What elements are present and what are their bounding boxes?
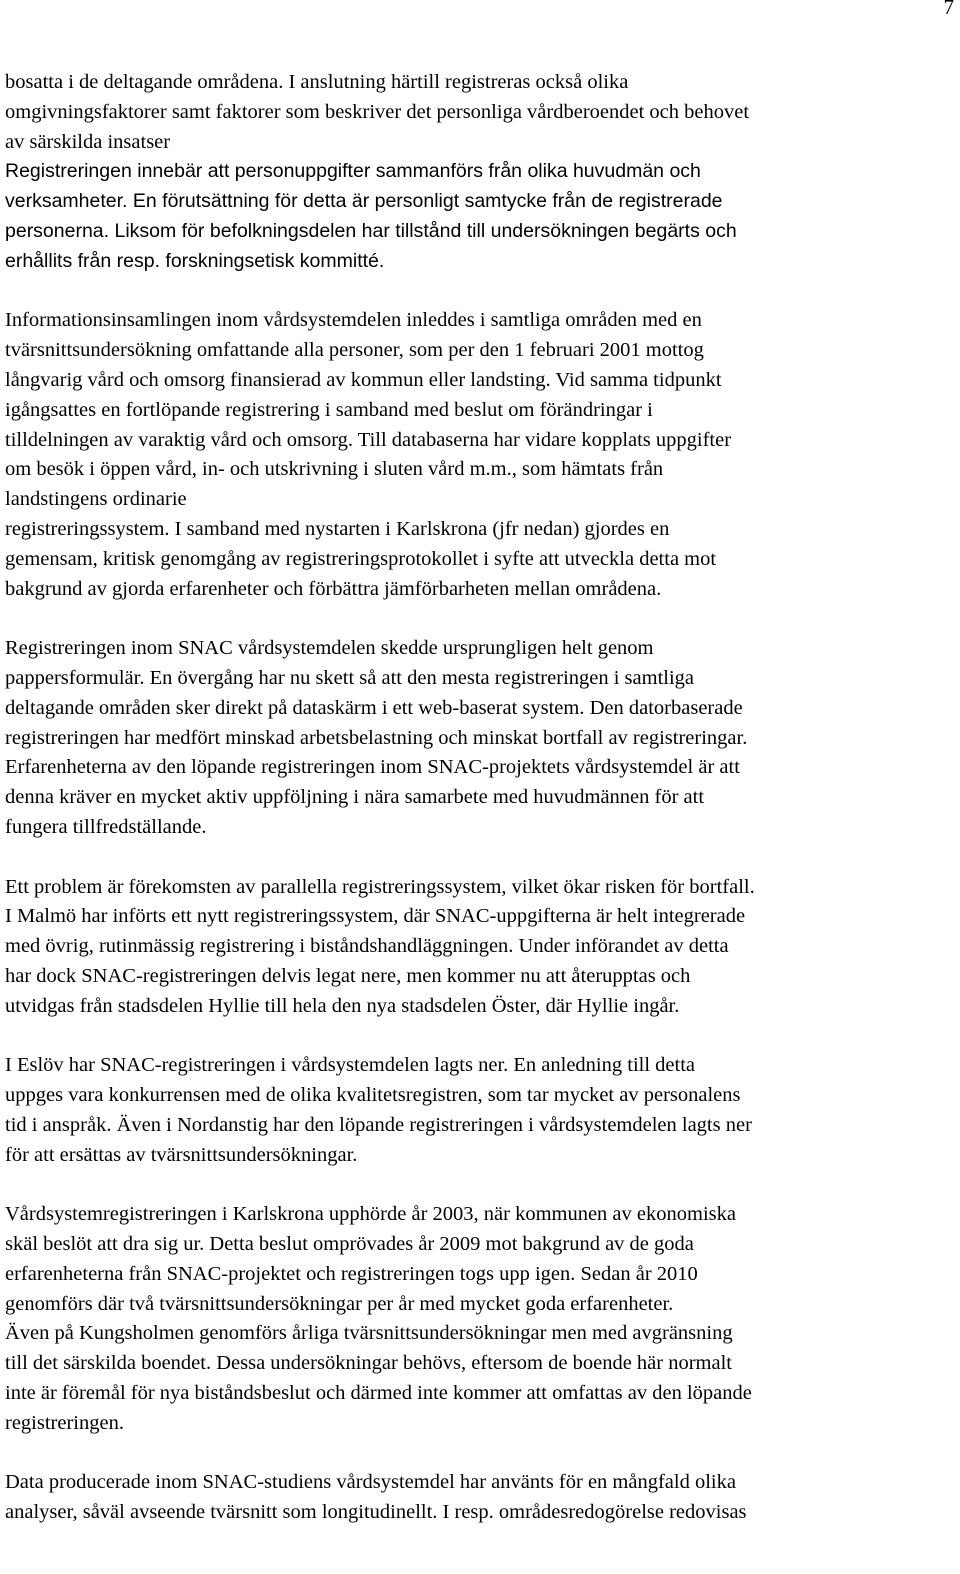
text-line: tvärsnittsundersökning omfattande alla personer, som per den 1 februari 2001 mottog	[5, 339, 704, 362]
text-line: Erfarenheterna av den löpande registreringen inom SNAC-projektets vårdsystemdel är att	[5, 756, 740, 779]
text-line: gemensam, kritisk genomgång av registreringsprotokollet i syfte att utveckla detta mot	[5, 547, 717, 570]
text-line: fungera tillfredställande.	[5, 815, 207, 838]
text-line: landstingens ordinarie	[5, 488, 187, 511]
text-line: registreringen.	[5, 1411, 124, 1434]
text-line: pappersformulär. En övergång har nu skett så att den mesta registreringen i samtliga	[5, 666, 695, 689]
text-line: för att ersättas av tvärsnittsundersökningar.	[5, 1143, 358, 1166]
text-line: uppges vara konkurrensen med de olika kvalitetsregistren, som tar mycket av personalens	[5, 1084, 741, 1107]
text-line: I Malmö har införts ett nytt registreringssystem, där SNAC-uppgifterna är helt integrerade	[5, 905, 746, 928]
paragraph	[5, 1051, 957, 1170]
paragraph-spacer	[5, 604, 957, 634]
text-line: denna kräver en mycket aktiv uppföljning i nära samarbete med huvudmännen för att	[5, 786, 705, 809]
text-line: med övrig, rutinmässig registrering i biståndshandläggningen. Under införandet av detta	[5, 935, 729, 958]
text-line: tid i anspråk. Även i Nordanstig har den löpande registreringen i vårdsystemdelen lagts ner	[5, 1113, 752, 1136]
text-line: Ett problem är förekomsten av parallella registreringssystem, vilket ökar risken för bortfall.	[5, 875, 755, 898]
text-line: deltagande områden sker direkt på dataskärm i ett web-baserat system. Den datorbaserade	[5, 696, 743, 719]
text-line: registreringssystem. I samband med nystarten i Karlskrona (jfr nedan) gjordes en	[5, 517, 670, 540]
paragraph	[5, 873, 957, 1022]
text-line: analyser, såväl avseende tvärsnitt som longitudinellt. I resp. områdesredogörelse redovisas	[5, 1501, 747, 1524]
paragraph	[5, 634, 957, 843]
page-number: 7	[943, 0, 954, 19]
text-line: har dock SNAC-registreringen delvis legat nere, men kommer nu att återupptas och	[5, 964, 691, 987]
text-line: tilldelningen av varaktig vård och omsorg. Till databaserna har vidare kopplats uppgifter	[5, 428, 732, 451]
text-line: skäl beslöt att dra sig ur. Detta beslut omprövades år 2009 mot bakgrund av de goda	[5, 1233, 694, 1256]
text-line: Registreringen innebär att personuppgifter sammanförs från olika huvudmän och	[5, 160, 701, 183]
text-line: verksamheter. En förutsättning för detta är personligt samtycke från de registrerade	[5, 190, 723, 213]
text-line: bakgrund av gjorda erfarenheter och förbättra jämförbarheten mellan områdena.	[5, 577, 662, 600]
text-line: erfarenheterna från SNAC-projektet och registreringen togs upp igen. Sedan år 2010	[5, 1262, 698, 1285]
text-line: igångsattes en fortlöpande registrering i samband med beslut om förändringar i	[5, 398, 653, 421]
text-line: genomförs där två tvärsnittsundersökningar per år med mycket goda erfarenheter.	[5, 1292, 674, 1315]
paragraph-spacer	[5, 1170, 957, 1200]
text-line: registreringen har medfört minskad arbetsbelastning och minskat bortfall av registreringar.	[5, 726, 748, 749]
paragraph-spacer	[5, 277, 957, 307]
paragraph-spacer	[5, 1022, 957, 1052]
text-line: Data producerade inom SNAC-studiens vårdsystemdel har använts för en mångfald olika	[5, 1471, 736, 1494]
paragraph-spacer	[5, 1439, 957, 1469]
text-line: Vårdsystemregistreringen i Karlskrona upphörde år 2003, när kommunen av ekonomiska	[5, 1203, 736, 1226]
text-line: I Eslöv har SNAC-registreringen i vårdsystemdelen lagts ner. En anledning till detta	[5, 1054, 696, 1077]
text-line: personerna. Liksom för befolkningsdelen har tillstånd till undersökningen begärts och	[5, 219, 737, 242]
paragraph	[5, 1468, 957, 1528]
document-body	[5, 68, 957, 1528]
text-line: bosatta i de deltagande områdena. I anslutning härtill registreras också olika	[5, 71, 629, 93]
paragraph	[5, 1200, 957, 1438]
text-line: Informationsinsamlingen inom vårdsystemdelen inleddes i samtliga områden med en	[5, 309, 702, 332]
paragraph-spacer	[5, 843, 957, 873]
paragraph	[5, 68, 957, 157]
paragraph	[5, 306, 957, 604]
text-line: långvarig vård och omsorg finansierad av kommun eller landsting. Vid samma tidpunkt	[5, 368, 722, 391]
text-line: omgivningsfaktorer samt faktorer som beskriver det personliga vårdberoendet och behovet	[5, 100, 750, 123]
text-line: till det särskilda boendet. Dessa undersökningar behövs, eftersom de boende här normalt	[5, 1352, 732, 1375]
text-line: Även på Kungsholmen genomförs årliga tvärsnittsundersökningar men med avgränsning	[5, 1322, 733, 1345]
text-line: av särskilda insatser	[5, 130, 171, 153]
text-line: inte är föremål för nya biståndsbeslut och därmed inte kommer att omfattas av den löpande	[5, 1382, 752, 1405]
text-line: Registreringen inom SNAC vårdsystemdelen skedde ursprungligen helt genom	[5, 637, 654, 660]
text-line: utvidgas från stadsdelen Hyllie till hela den nya stadsdelen Öster, där Hyllie ingår.	[5, 994, 680, 1017]
text-line: erhållits från resp. forskningsetisk kommitté.	[5, 249, 385, 272]
text-line: om besök i öppen vård, in- och utskrivning i sluten vård m.m., som hämtats från	[5, 458, 664, 481]
paragraph	[5, 157, 957, 276]
